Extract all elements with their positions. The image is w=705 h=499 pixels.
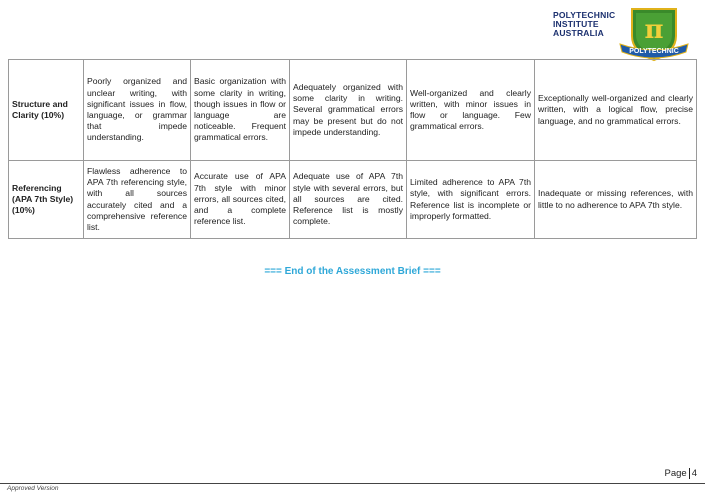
institute-logo-text: [553, 11, 623, 38]
rubric-table: [8, 59, 697, 239]
end-of-brief-text: === End of the Assessment Brief ===: [264, 266, 441, 277]
footer-divider: [0, 483, 705, 484]
rubric-cell: Adequately organized with some clarity in writing. Several grammatical errors may be present but do not impede understanding.: [290, 60, 407, 161]
rubric-cell: Basic organization with some clarity in writing, though issues in flow or language are noticeable. Frequent grammatical errors.: [191, 60, 290, 161]
approved-version-label: Approved Version: [7, 485, 59, 492]
polytechnic-shield-icon: [618, 6, 690, 62]
rubric-cell: Adequate use of APA 7th style with several errors, but all sources are cited. Reference list is mostly complete.: [290, 161, 407, 239]
rubric-cell: Well-organized and clearly written, with minor issues in flow or language. Few grammatical errors.: [407, 60, 535, 161]
table-row: [9, 60, 697, 161]
rubric-cell: Poorly organized and unclear writing, with significant issues in flow, language, or grammar that impede understanding.: [84, 60, 191, 161]
logo-line: POLYTECHNIC: [553, 10, 616, 20]
page-divider: [689, 468, 690, 479]
rubric-cell: Exceptionally well-organized and clearly written, with a logical flow, precise language, and no grammatical errors.: [535, 60, 697, 161]
shield-symbol: π: [644, 15, 664, 45]
criterion-cell: Referencing (APA 7th Style) (10%): [9, 161, 84, 239]
logo-line: AUSTRALIA: [553, 28, 604, 38]
page-number-value: 4: [691, 468, 697, 480]
shield-banner-text: POLYTECHNIC: [629, 48, 679, 55]
rubric-cell: Inadequate or missing references, with little to no adherence to APA 7th style.: [535, 161, 697, 239]
criterion-cell: Structure and Clarity (10%): [9, 60, 84, 161]
page-number: [665, 468, 697, 479]
logo-line: INSTITUTE: [553, 19, 599, 29]
rubric-cell: Limited adherence to APA 7th style, with significant errors. Reference list is incomplete or improperly formatted.: [407, 161, 535, 239]
rubric-cell: Accurate use of APA 7th style with minor errors, all sources cited, and a complete reference list.: [191, 161, 290, 239]
table-row: [9, 161, 697, 239]
rubric-cell: Flawless adherence to APA 7th referencing style, with all sources accurately cited and a comprehensive reference list.: [84, 161, 191, 239]
page-label: Page: [664, 468, 687, 480]
